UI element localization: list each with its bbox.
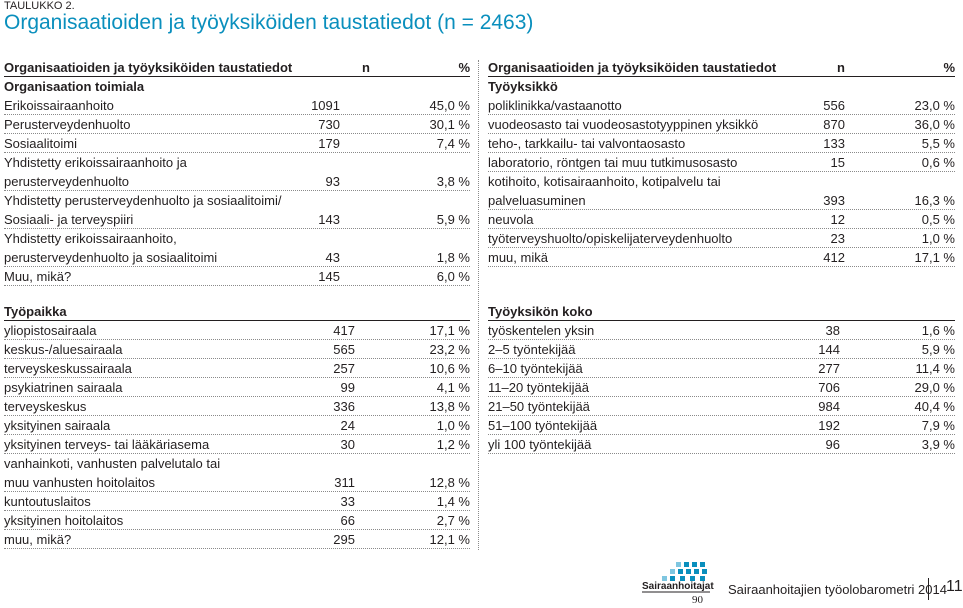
row-label: Muu, mikä? <box>4 269 72 284</box>
row-label: 2–5 työntekijää <box>488 342 576 357</box>
table-row <box>488 96 955 115</box>
svg-text:Sairaanhoitajat: Sairaanhoitajat <box>642 581 714 592</box>
row-count: 143 <box>318 212 340 227</box>
row-count: 277 <box>818 361 840 376</box>
row-count: 393 <box>823 193 845 208</box>
table-row <box>4 96 470 115</box>
row-label: yksityinen hoitolaitos <box>4 513 124 528</box>
table-row <box>488 191 955 210</box>
row-percent: 6,0 % <box>436 269 470 284</box>
row-percent: 16,3 % <box>914 193 955 208</box>
row-label: Yhdistetty erikoissairaanhoito, <box>4 231 177 246</box>
row-percent: 17,1 % <box>429 323 470 338</box>
row-percent: 0,6 % <box>921 155 955 170</box>
row-percent: 23,0 % <box>914 98 955 113</box>
row-count: 336 <box>333 399 355 414</box>
row-count: 33 <box>340 494 355 509</box>
table-row <box>488 340 955 359</box>
table-row <box>488 359 955 378</box>
row-label: 51–100 työntekijää <box>488 418 598 433</box>
row-label: psykiatrinen sairaala <box>4 380 123 395</box>
row-label: muu, mikä <box>488 250 548 265</box>
row-count: 730 <box>318 117 340 132</box>
row-count: 417 <box>333 323 355 338</box>
table-row <box>4 340 470 359</box>
table-row <box>4 511 470 530</box>
row-percent: 2,7 % <box>436 513 470 528</box>
row-percent: 45,0 % <box>429 98 470 113</box>
row-count: 1091 <box>311 98 340 113</box>
row-label: vuodeosasto tai vuodeosastotyyppinen yksikkö <box>488 117 759 132</box>
table-row <box>4 454 470 473</box>
row-count: 133 <box>823 136 845 151</box>
row-label: poliklinikka/vastaanotto <box>488 98 622 113</box>
row-percent: 30,1 % <box>429 117 470 132</box>
row-label: Sosiaalitoimi <box>4 136 77 151</box>
row-count: 984 <box>818 399 840 414</box>
row-label: perusterveydenhuolto ja sosiaalitoimi <box>4 250 218 265</box>
row-label: muu, mikä? <box>4 532 72 547</box>
table-body <box>488 96 955 267</box>
table-row <box>4 397 470 416</box>
row-count: 311 <box>334 475 355 490</box>
table-row <box>4 115 470 134</box>
section-title: Työyksikön koko <box>488 302 955 321</box>
table-organisation-field <box>4 58 470 286</box>
table-header <box>488 58 955 77</box>
table-row <box>4 172 470 191</box>
row-count: 93 <box>325 174 340 189</box>
row-label: Yhdistetty erikoissairaanhoito ja <box>4 155 187 170</box>
row-label: yksityinen sairaala <box>4 418 111 433</box>
row-percent: 12,1 % <box>429 532 470 547</box>
table-row <box>488 397 955 416</box>
row-percent: 1,2 % <box>436 437 470 452</box>
row-percent: 1,8 % <box>436 250 470 265</box>
row-percent: 1,4 % <box>436 494 470 509</box>
row-count: 179 <box>318 136 340 151</box>
table-row <box>4 267 470 286</box>
row-label: Yhdistetty perusterveydenhuolto ja sosiaalitoimi/ <box>4 193 282 208</box>
header-label: Organisaatioiden ja työyksiköiden taustatiedot <box>488 60 777 75</box>
table-row <box>4 321 470 340</box>
section-title: Työpaikka <box>4 302 470 321</box>
row-percent: 7,4 % <box>436 136 470 151</box>
row-count: 38 <box>825 323 840 338</box>
row-label: 11–20 työntekijää <box>488 380 589 395</box>
table-row <box>4 473 470 492</box>
row-percent: 5,9 % <box>436 212 470 227</box>
row-count: 43 <box>325 250 340 265</box>
table-row <box>488 210 955 229</box>
table-row <box>4 191 470 210</box>
row-percent: 1,0 % <box>436 418 470 433</box>
table-row <box>4 229 470 248</box>
row-count: 556 <box>823 98 845 113</box>
row-percent: 3,9 % <box>921 437 955 452</box>
table-body <box>488 321 955 454</box>
row-label: yli 100 työntekijää <box>488 437 592 452</box>
row-percent: 11,4 % <box>915 361 955 376</box>
table-row <box>488 229 955 248</box>
row-percent: 4,1 % <box>436 380 470 395</box>
row-count: 144 <box>818 342 840 357</box>
row-label: kotihoito, kotisairaanhoito, kotipalvelu tai <box>488 174 721 189</box>
sairaanhoitajat-logo <box>640 560 712 606</box>
table-row <box>488 248 955 267</box>
row-count: 145 <box>318 269 340 284</box>
row-percent: 3,8 % <box>436 174 470 189</box>
row-label: terveyskeskus <box>4 399 87 414</box>
row-percent: 10,6 % <box>429 361 470 376</box>
row-count: 257 <box>333 361 355 376</box>
header-pct: % <box>943 60 955 75</box>
row-count: 565 <box>333 342 355 357</box>
table-row <box>488 416 955 435</box>
row-count: 15 <box>830 155 845 170</box>
row-label: yliopistosairaala <box>4 323 97 338</box>
svg-text:90: 90 <box>692 594 703 606</box>
footer-separator <box>928 578 929 600</box>
row-label: työskentelen yksin <box>488 323 595 338</box>
row-percent: 1,6 % <box>921 323 955 338</box>
table-row <box>4 359 470 378</box>
caption-label: TAULUKKO 2. <box>4 0 75 12</box>
row-label: keskus-/aluesairaala <box>4 342 123 357</box>
row-label: teho-, tarkkailu- tai valvontaosasto <box>488 136 686 151</box>
row-label: terveyskeskussairaala <box>4 361 132 376</box>
table-row <box>488 172 955 191</box>
row-label: Erikoissairaanhoito <box>4 98 114 113</box>
section-title: Työyksikkö <box>488 79 558 94</box>
row-label: 6–10 työntekijää <box>488 361 583 376</box>
row-label: 21–50 työntekijää <box>488 399 590 414</box>
row-percent: 5,9 % <box>921 342 955 357</box>
row-percent: 12,8 % <box>429 475 470 490</box>
row-count: 30 <box>340 437 355 452</box>
table-row <box>4 492 470 511</box>
table-unit-size <box>488 302 955 454</box>
row-label: neuvola <box>488 212 534 227</box>
table-work-unit <box>488 58 955 267</box>
row-count: 706 <box>818 380 840 395</box>
row-count: 66 <box>340 513 355 528</box>
row-count: 96 <box>825 437 840 452</box>
row-percent: 7,9 % <box>921 418 955 433</box>
row-percent: 23,2 % <box>429 342 470 357</box>
row-percent: 13,8 % <box>429 399 470 414</box>
table-row <box>4 530 470 549</box>
header-n: n <box>362 60 370 75</box>
row-percent: 5,5 % <box>921 136 955 151</box>
table-row <box>4 435 470 454</box>
header-pct: % <box>458 60 470 75</box>
row-count: 295 <box>333 532 355 547</box>
table-row <box>4 134 470 153</box>
section-title: Organisaation toimiala <box>4 79 145 94</box>
row-count: 870 <box>823 117 845 132</box>
header-n: n <box>837 60 845 75</box>
row-percent: 40,4 % <box>914 399 955 414</box>
table-row <box>488 153 955 172</box>
table-row <box>4 210 470 229</box>
row-label: kuntoutuslaitos <box>4 494 91 509</box>
row-label: palveluasuminen <box>488 193 586 208</box>
row-percent: 36,0 % <box>914 117 955 132</box>
column-divider <box>478 60 479 550</box>
table-row <box>4 416 470 435</box>
row-count: 24 <box>340 418 355 433</box>
row-percent: 1,0 % <box>921 231 955 246</box>
header-label: Organisaatioiden ja työyksiköiden taustatiedot <box>4 60 293 75</box>
table-row <box>4 248 470 267</box>
row-label: laboratorio, röntgen tai muu tutkimusosasto <box>488 155 738 170</box>
row-count: 12 <box>830 212 845 227</box>
table-body <box>4 321 470 549</box>
row-percent: 29,0 % <box>914 380 955 395</box>
table-row <box>488 115 955 134</box>
row-label: Perusterveydenhuolto <box>4 117 131 132</box>
row-percent: 17,1 % <box>914 250 955 265</box>
row-label: muu vanhusten hoitolaitos <box>4 475 156 490</box>
table-body <box>4 96 470 286</box>
table-row <box>488 134 955 153</box>
row-count: 23 <box>830 231 845 246</box>
row-label: työterveyshuolto/opiskelijaterveydenhuolto <box>488 231 733 246</box>
table-workplace <box>4 302 470 549</box>
table-header <box>4 58 470 77</box>
row-label: perusterveydenhuolto <box>4 174 130 189</box>
table-row <box>488 435 955 454</box>
table-row <box>4 153 470 172</box>
page-title: Organisaatioiden ja työyksiköiden taustatiedot (n = 2463) <box>4 11 534 34</box>
table-row <box>4 378 470 397</box>
page-number: 11 <box>946 578 963 595</box>
row-count: 412 <box>823 250 845 265</box>
row-label: vanhainkoti, vanhusten palvelutalo tai <box>4 456 221 471</box>
row-percent: 0,5 % <box>921 212 955 227</box>
table-row <box>488 321 955 340</box>
row-count: 192 <box>818 418 840 433</box>
row-label: Sosiaali- ja terveyspiiri <box>4 212 134 227</box>
publication-title: Sairaanhoitajien työolobarometri 2014 <box>728 582 947 597</box>
table-row <box>488 378 955 397</box>
row-label: yksityinen terveys- tai lääkäriasema <box>4 437 210 452</box>
row-count: 99 <box>340 380 355 395</box>
